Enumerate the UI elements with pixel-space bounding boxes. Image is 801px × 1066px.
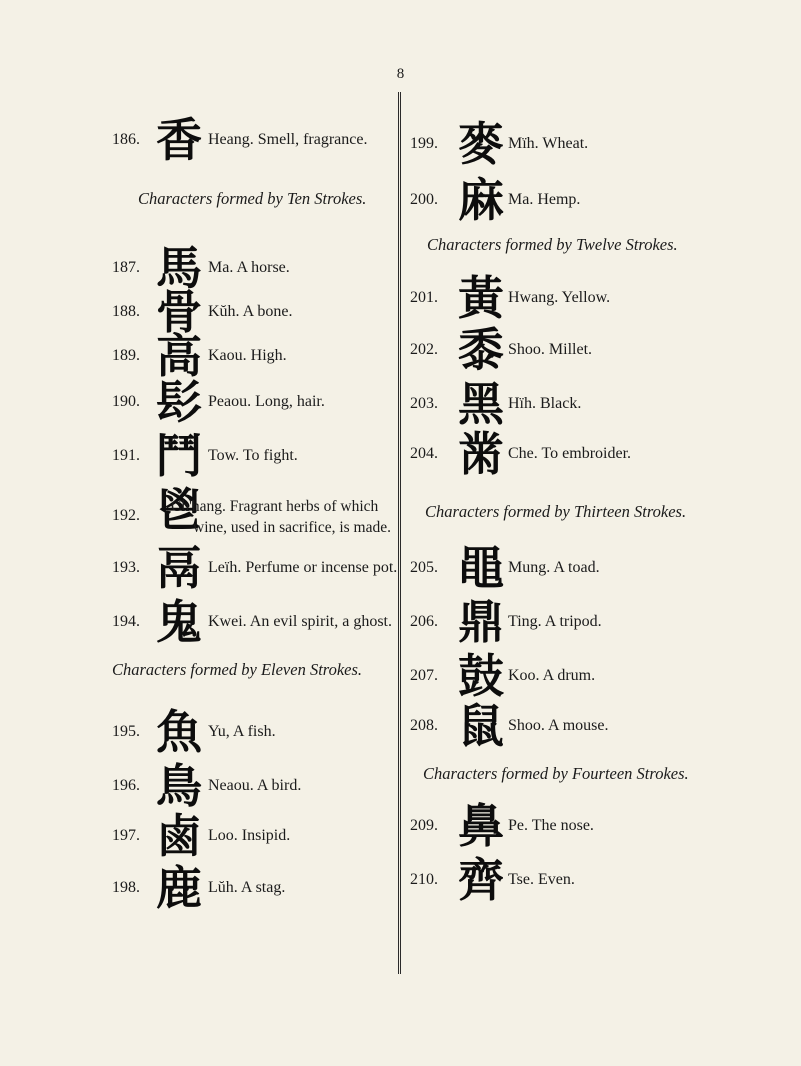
entry-number: 186. <box>112 131 140 148</box>
entry-number: 191. <box>112 447 140 464</box>
radical-gloss: Hïh. Black. <box>508 395 582 412</box>
radical-entry <box>112 594 398 650</box>
radical-entry <box>410 540 790 596</box>
radical-entry <box>410 270 790 326</box>
radical-entry <box>112 704 398 760</box>
radical-character: 魚 <box>156 705 202 759</box>
radical-entry <box>410 594 790 650</box>
radical-character: 鹿 <box>156 861 202 915</box>
entry-number: 197. <box>112 827 140 844</box>
radical-entry <box>112 540 398 596</box>
gloss-line: Ch'hang. Fragrant herbs of which <box>171 498 379 515</box>
entry-number: 190. <box>112 393 140 410</box>
radical-character: 馬 <box>156 241 202 295</box>
radical-character: 香 <box>156 113 202 167</box>
column-divider <box>398 92 401 974</box>
entry-number: 200. <box>410 191 438 208</box>
radical-character: 鼠 <box>458 699 504 753</box>
radical-gloss: Tse. Even. <box>508 871 575 888</box>
radical-gloss: Mïh. Wheat. <box>508 135 589 152</box>
section-heading: Characters formed by Eleven Strokes. <box>112 660 363 679</box>
entry-number: 188. <box>112 303 140 320</box>
radical-character: 鳥 <box>156 759 202 813</box>
section-heading: Characters formed by Thirteen Strokes. <box>425 502 687 521</box>
radical-character: 麥 <box>458 117 504 171</box>
radical-gloss: Mung. A toad. <box>508 559 600 576</box>
entry-number: 192. <box>112 507 140 524</box>
radical-entry <box>410 426 790 482</box>
radical-gloss: Che. To embroider. <box>508 445 632 462</box>
radical-character: 黽 <box>458 541 504 595</box>
radical-character: 麻 <box>458 173 504 227</box>
radical-entry <box>410 798 790 854</box>
radical-gloss: Yu, A fish. <box>208 723 276 740</box>
radical-character: 黍 <box>458 323 504 377</box>
radical-gloss: Leïh. Perfume or incense pot. <box>208 559 398 576</box>
radical-entry <box>410 648 790 704</box>
radical-entry <box>410 376 790 432</box>
entry-number: 204. <box>410 445 438 462</box>
radical-entry <box>112 808 398 864</box>
radical-gloss: Loo. Insipid. <box>208 827 291 844</box>
radical-gloss: Heang. Smell, fragrance. <box>208 131 368 148</box>
section-heading: Characters formed by Twelve Strokes. <box>427 235 678 254</box>
radical-entry <box>410 322 790 378</box>
entry-number: 194. <box>112 613 140 630</box>
entry-number: 193. <box>112 559 140 576</box>
radical-character: 鼎 <box>458 595 504 649</box>
radical-gloss: Kaou. High. <box>208 347 287 364</box>
page-number: 8 <box>396 66 405 82</box>
radical-entry <box>112 860 398 916</box>
radical-character: 鬼 <box>156 595 202 649</box>
radical-character: 鬯 <box>156 483 202 537</box>
radical-gloss: Kŭh. A bone. <box>208 303 293 320</box>
radical-gloss: Neaou. A bird. <box>208 777 302 794</box>
radical-entry <box>410 116 790 172</box>
entry-number: 187. <box>112 259 140 276</box>
radical-character: 鬲 <box>156 541 202 595</box>
radical-gloss: Ma. Hemp. <box>508 191 581 208</box>
radical-entry <box>410 852 790 908</box>
radical-entry <box>410 172 790 228</box>
radical-gloss: Lŭh. A stag. <box>208 879 286 896</box>
entry-number: 205. <box>410 559 438 576</box>
radical-gloss: Ma. A horse. <box>208 259 290 276</box>
radical-character: 齊 <box>458 853 504 907</box>
gloss-line: wine, used in sacrifice, is made. <box>193 519 391 536</box>
entry-number: 195. <box>112 723 140 740</box>
radical-gloss: Ting. A tripod. <box>508 613 602 630</box>
radical-character: 黹 <box>458 427 504 481</box>
entry-number: 206. <box>410 613 438 630</box>
entry-number: 189. <box>112 347 140 364</box>
radical-gloss: Tow. To fight. <box>208 447 298 464</box>
entry-number: 203. <box>410 395 438 412</box>
entry-number: 210. <box>410 871 438 888</box>
radical-gloss: Shoo. Millet. <box>508 341 593 358</box>
radical-gloss: Shoo. A mouse. <box>508 717 609 734</box>
radical-character: 骨 <box>156 285 202 339</box>
radical-character: 黑 <box>458 377 504 431</box>
radical-character: 鼻 <box>458 799 504 853</box>
radical-gloss: Kwei. An evil spirit, a ghost. <box>208 613 392 630</box>
section-heading: Characters formed by Fourteen Strokes. <box>423 764 689 783</box>
radical-character: 髟 <box>156 375 202 429</box>
radical-entry <box>410 698 790 754</box>
radical-entry <box>112 483 398 544</box>
radical-entry <box>112 758 398 814</box>
entry-number: 196. <box>112 777 140 794</box>
radical-gloss: Pe. The nose. <box>508 817 594 834</box>
radical-entry <box>112 112 398 168</box>
entry-number: 201. <box>410 289 438 306</box>
radical-character: 黃 <box>458 271 504 325</box>
radical-gloss: Hwang. Yellow. <box>508 289 611 306</box>
entry-number: 209. <box>410 817 438 834</box>
radical-gloss: Peaou. Long, hair. <box>208 393 325 410</box>
radical-entry <box>112 428 398 484</box>
entry-number: 208. <box>410 717 438 734</box>
entry-number: 207. <box>410 667 438 684</box>
radical-entry <box>112 374 398 430</box>
section-heading: Characters formed by Ten Strokes. <box>138 189 367 208</box>
radical-character: 鹵 <box>156 809 202 863</box>
entry-number: 198. <box>112 879 140 896</box>
radical-character: 鬥 <box>156 429 202 483</box>
radical-gloss <box>171 496 391 538</box>
entry-number: 199. <box>410 135 438 152</box>
entry-number: 202. <box>410 341 438 358</box>
radical-character: 鼓 <box>458 649 504 703</box>
radical-character: 高 <box>156 329 202 383</box>
radical-gloss: Koo. A drum. <box>508 667 596 684</box>
